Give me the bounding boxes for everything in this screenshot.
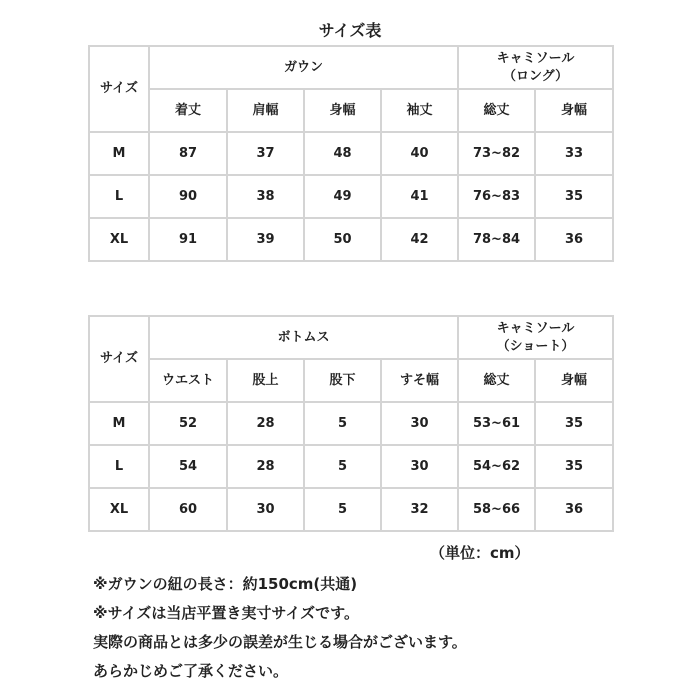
value-cell: 28: [227, 445, 304, 488]
value-cell: 5: [304, 402, 381, 445]
value-cell: 73~82: [458, 132, 535, 175]
note-line: ※ガウンの紐の長さ：約150cm(共通): [93, 575, 358, 593]
value-cell: 32: [381, 488, 458, 531]
gown-camisole-long-size-table: [88, 45, 614, 262]
table-row: [89, 132, 613, 175]
group-header-camisole: キャミソール （ショート）: [458, 316, 613, 359]
table-row: [89, 445, 613, 488]
value-cell: 30: [381, 402, 458, 445]
value-cell: 5: [304, 488, 381, 531]
value-cell: 35: [535, 445, 613, 488]
value-cell: 91: [149, 218, 227, 261]
table-row: [89, 488, 613, 531]
value-cell: 38: [227, 175, 304, 218]
value-cell: 5: [304, 445, 381, 488]
size-header: サイズ: [89, 316, 149, 402]
table-body: [89, 132, 613, 261]
value-cell: 40: [381, 132, 458, 175]
value-cell: 54: [149, 445, 227, 488]
table-row: [89, 175, 613, 218]
unit-label: （単位：cm）: [430, 544, 530, 562]
size-cell: XL: [89, 488, 149, 531]
note-line: あらかじめご了承ください。: [93, 662, 289, 680]
value-cell: 36: [535, 488, 613, 531]
note-line: 実際の商品とは多少の誤差が生じる場合がございます。: [93, 633, 467, 651]
group-header-gown: ガウン: [149, 46, 458, 89]
value-cell: 52: [149, 402, 227, 445]
value-cell: 39: [227, 218, 304, 261]
value-cell: 36: [535, 218, 613, 261]
bottoms-camisole-short-size-table: [88, 315, 614, 532]
value-cell: 30: [227, 488, 304, 531]
column-headers: [89, 89, 613, 132]
value-cell: 53~61: [458, 402, 535, 445]
column-header: 総丈: [458, 89, 535, 132]
page-title: サイズ表: [318, 21, 382, 40]
column-header: 総丈: [458, 359, 535, 402]
column-header: すそ幅: [381, 359, 458, 402]
value-cell: 41: [381, 175, 458, 218]
value-cell: 54~62: [458, 445, 535, 488]
size-header: サイズ: [89, 46, 149, 132]
table-body: [89, 402, 613, 531]
table-row: [89, 218, 613, 261]
column-headers: [89, 359, 613, 402]
size-cell: XL: [89, 218, 149, 261]
value-cell: 35: [535, 402, 613, 445]
note-line: ※サイズは当店平置き実寸サイズです。: [93, 604, 359, 622]
value-cell: 87: [149, 132, 227, 175]
size-cell: M: [89, 402, 149, 445]
size-cell: M: [89, 132, 149, 175]
size-cell: L: [89, 175, 149, 218]
value-cell: 42: [381, 218, 458, 261]
value-cell: 58~66: [458, 488, 535, 531]
value-cell: 90: [149, 175, 227, 218]
value-cell: 35: [535, 175, 613, 218]
group-header-bottoms: ボトムス: [149, 316, 458, 359]
column-header: 肩幅: [227, 89, 304, 132]
column-header: 身幅: [304, 89, 381, 132]
value-cell: 37: [227, 132, 304, 175]
size-cell: L: [89, 445, 149, 488]
value-cell: 48: [304, 132, 381, 175]
value-cell: 49: [304, 175, 381, 218]
column-header: 股上: [227, 359, 304, 402]
value-cell: 78~84: [458, 218, 535, 261]
value-cell: 28: [227, 402, 304, 445]
column-header: 袖丈: [381, 89, 458, 132]
group-header-camisole: キャミソール （ロング）: [458, 46, 613, 89]
value-cell: 30: [381, 445, 458, 488]
value-cell: 50: [304, 218, 381, 261]
column-header: 股下: [304, 359, 381, 402]
column-header: ウエスト: [149, 359, 227, 402]
value-cell: 76~83: [458, 175, 535, 218]
notes: [93, 570, 467, 686]
column-header: 着丈: [149, 89, 227, 132]
column-header: 身幅: [535, 359, 613, 402]
value-cell: 33: [535, 132, 613, 175]
column-header: 身幅: [535, 89, 613, 132]
value-cell: 60: [149, 488, 227, 531]
table-row: [89, 402, 613, 445]
